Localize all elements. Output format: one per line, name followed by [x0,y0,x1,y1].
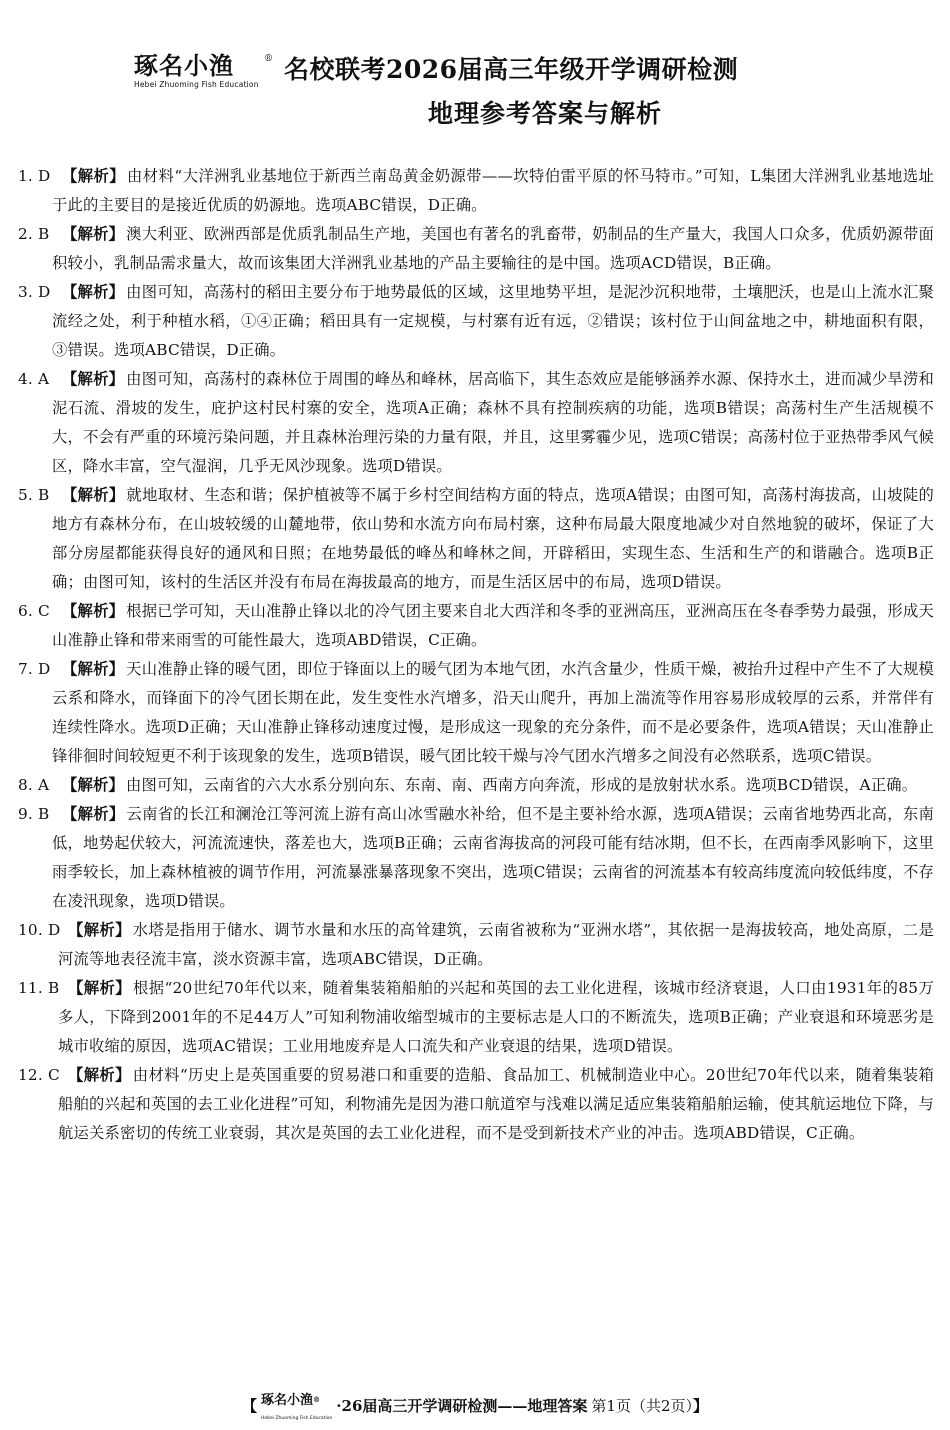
document-subtitle: 地理参考答案与解析 [427,99,662,128]
answer-item [18,278,934,365]
answer-list [18,162,934,1148]
footer-bracket-open: 【 [241,1397,257,1415]
answer-item [18,974,934,1061]
answer-text: 天山准静止锋的暖气团，即位于锋面以上的暖气团为本地气团，水汽含量少，性质干燥，被抬升过程中产生不了大规模云系和降水，而锋面下的冷气团长期在此，发生变性水汽增多，沿天山爬升，再加上湍流等作用容易形成较厚的云系，并常伴有连续性降水。选项D正确；天山准静止锋移动速度过慢，是形成这一现象的充分条件，而不是必要条件，选项A错误；天山准静止锋徘徊时间较短更不利于该现象的发生，选项B错误，暖气团比较干燥与冷气团水汽增多之间没有必然联系，选项C错误。 [52,660,934,765]
answer-item [18,162,934,220]
analysis-tag: 【解析】 [62,283,125,301]
answer-item [18,597,934,655]
analysis-tag: 【解析】 [62,660,125,678]
answer-text: 由图可知，云南省的六大水系分别向东、东南、南、西南方向奔流，形成的是放射状水系。选项BCD错误，A正确。 [126,776,918,794]
footer-logo-english: Hebei Zhuoming Fish Education [260,1415,333,1421]
answer-text: 澳大利亚、欧洲西部是优质乳制品生产地，美国也有著名的乳畜带，奶制品的生产量大，我国人口众多，优质奶源带面积较小，乳制品需求量大，故而该集团大洋洲乳业基地的产品主要输往的是中国。选项ACD错误，B正确。 [52,225,934,272]
page-number: 第1页（共2页） [591,1397,693,1415]
answer-text: 云南省的长江和澜沧江等河流上游有高山冰雪融水补给，但不是主要补给水源，选项A错误；云南省地势西北高，东南低，地势起伏较大，河流流速快，落差也大，选项B正确；云南省海拔高的河段可能有结冰期，但不长，在西南季风影响下，这里雨季较长，加上森林植被的调节作用，河流暴涨暴落现象不突出，选项C错误；云南省的河流基本有较高纬度流向较低纬度，不存在凌汛现象，选项D错误。 [52,805,934,910]
answer-text: 根据已学可知，天山准静止锋以北的冷气团主要来自北大西洋和冬季的亚洲高压，亚洲高压在冬春季势力最强，形成天山准静止锋和带来雨雪的可能性最大，选项ABD错误，C正确。 [52,602,934,649]
answer-item [18,916,934,974]
analysis-tag: 【解析】 [68,979,131,997]
answer-item [18,365,934,481]
answer-number: 8. A [18,776,50,794]
footer-logo-chinese: 琢名小渔 [260,1392,313,1408]
footer-registered-mark: ® [313,1394,320,1404]
logo-english: Hebei Zhuoming Fish Education [134,80,259,89]
brand-logo [134,52,282,100]
analysis-tag: 【解析】 [62,602,125,620]
analysis-tag: 【解析】 [62,776,124,794]
answer-text: 根据“20世纪70年代以来，随着集装箱船舶的兴起和英国的去工业化进程，该城市经济衰退，人口由1931年的85万多人，下降到2001年的不足44万人”可知利物浦收缩型城市的主要标志是人口的不断流失，选项B正确；产业衰退和环境恶劣是城市收缩的原因，选项AC错误；工业用地废弃是人口流失和产业衰退的结果，选项D错误。 [58,979,934,1055]
analysis-tag: 【解析】 [62,167,126,185]
footer-text: ·26届高三开学调研检测——地理答案 [336,1397,588,1415]
answer-number: 6. C [18,602,50,620]
logo-chinese: 琢名小渔 [134,51,234,80]
answer-text: 由材料“大洋洲乳业基地位于新西兰南岛黄金奶源带——坎特伯雷平原的怀马特市。”可知，L集团大洋洲乳业基地选址于此的主要目的是接近优质的奶源地。选项ABC错误，D正确。 [52,167,934,214]
analysis-tag: 【解析】 [62,225,125,243]
analysis-tag: 【解析】 [68,921,131,939]
answer-number: 11. B [18,979,60,997]
analysis-tag: 【解析】 [62,486,125,504]
answer-text: 由材料“历史上是英国重要的贸易港口和重要的造船、食品加工、机械制造业中心。20世纪70年代以来，随着集装箱船舶的兴起和英国的去工业化进程”可知，利物浦先是因为港口航道窄与浅难以满足适应集装箱船舶运输，使其航运地位下降，与航运关系密切的传统工业衰弱，其次是英国的去工业化进程，而不是受到新技术产业的冲击。选项ABD错误，C正确。 [58,1066,934,1142]
answer-number: 7. D [18,660,51,678]
answer-text: 水塔是指用于储水、调节水量和水压的高耸建筑，云南省被称为“亚洲水塔”，其依据一是海拔较高，地处高原，二是河流等地表径流丰富，淡水资源丰富，选项ABC错误，D正确。 [58,921,934,968]
answer-item [18,220,934,278]
page-footer [0,1392,950,1422]
answer-item [18,1061,934,1148]
answer-item [18,800,934,916]
answer-number: 2. B [18,225,50,243]
answer-text: 就地取材、生态和谐；保护植被等不属于乡村空间结构方面的特点，选项A错误；由图可知，高荡村海拔高，山坡陡的地方有森林分布，在山坡较缓的山麓地带，依山势和水流方向布局村寨，这种布局最大限度地减少对自然地貌的破坏，保证了大部分房屋都能获得良好的通风和日照；在地势最低的峰丛和峰林之间，开辟稻田，实现生态、生活和生产的和谐融合。选项B正确；由图可知，该村的生活区并没有布局在海拔最高的地方，而是生活区居中的布局，选项D错误。 [52,486,934,591]
analysis-tag: 【解析】 [62,370,125,388]
answer-number: 5. B [18,486,50,504]
answer-number: 1. D [18,167,51,185]
answer-text: 由图可知，高荡村的森林位于周围的峰丛和峰林，居高临下，其生态效应是能够涵养水源、保持水土，进而减少旱涝和泥石流、滑坡的发生，庇护这村民村寨的安全，选项A正确；森林不具有控制疾病的功能，选项B错误；高荡村生产生活规模不大，不会有严重的环境污染问题，并且森林治理污染的力量有限，并且，这里雾霾少见，选项C错误；高荡村位于亚热带季风气候区，降水丰富，空气湿润，几乎无风沙现象。选项D错误。 [52,370,934,475]
answer-text: 由图可知，高荡村的稻田主要分布于地势最低的区域，这里地势平坦，是泥沙沉积地带，土壤肥沃，也是山上流水汇聚流经之处，利于种植水稻，①④正确；稻田具有一定规模，与村寨有近有远，②错误；该村位于山间盆地之中，耕地面积有限，③错误。选项ABC错误，D正确。 [52,283,934,359]
page-header [0,44,950,154]
analysis-tag: 【解析】 [68,1066,131,1084]
answer-number: 4. A [18,370,50,388]
answer-number: 9. B [18,805,50,823]
answer-item [18,655,934,771]
footer-bracket-close: 】 [693,1397,709,1415]
answer-number: 3. D [18,283,51,301]
exam-title: 名校联考2026届高三年级开学调研检测 [284,55,739,84]
answer-number: 12. C [18,1066,60,1084]
analysis-tag: 【解析】 [62,805,125,823]
answer-number: 10. D [18,921,61,939]
footer-logo [261,1393,332,1422]
answer-item [18,481,934,597]
registered-mark: ® [264,54,273,64]
answer-item [18,771,934,800]
